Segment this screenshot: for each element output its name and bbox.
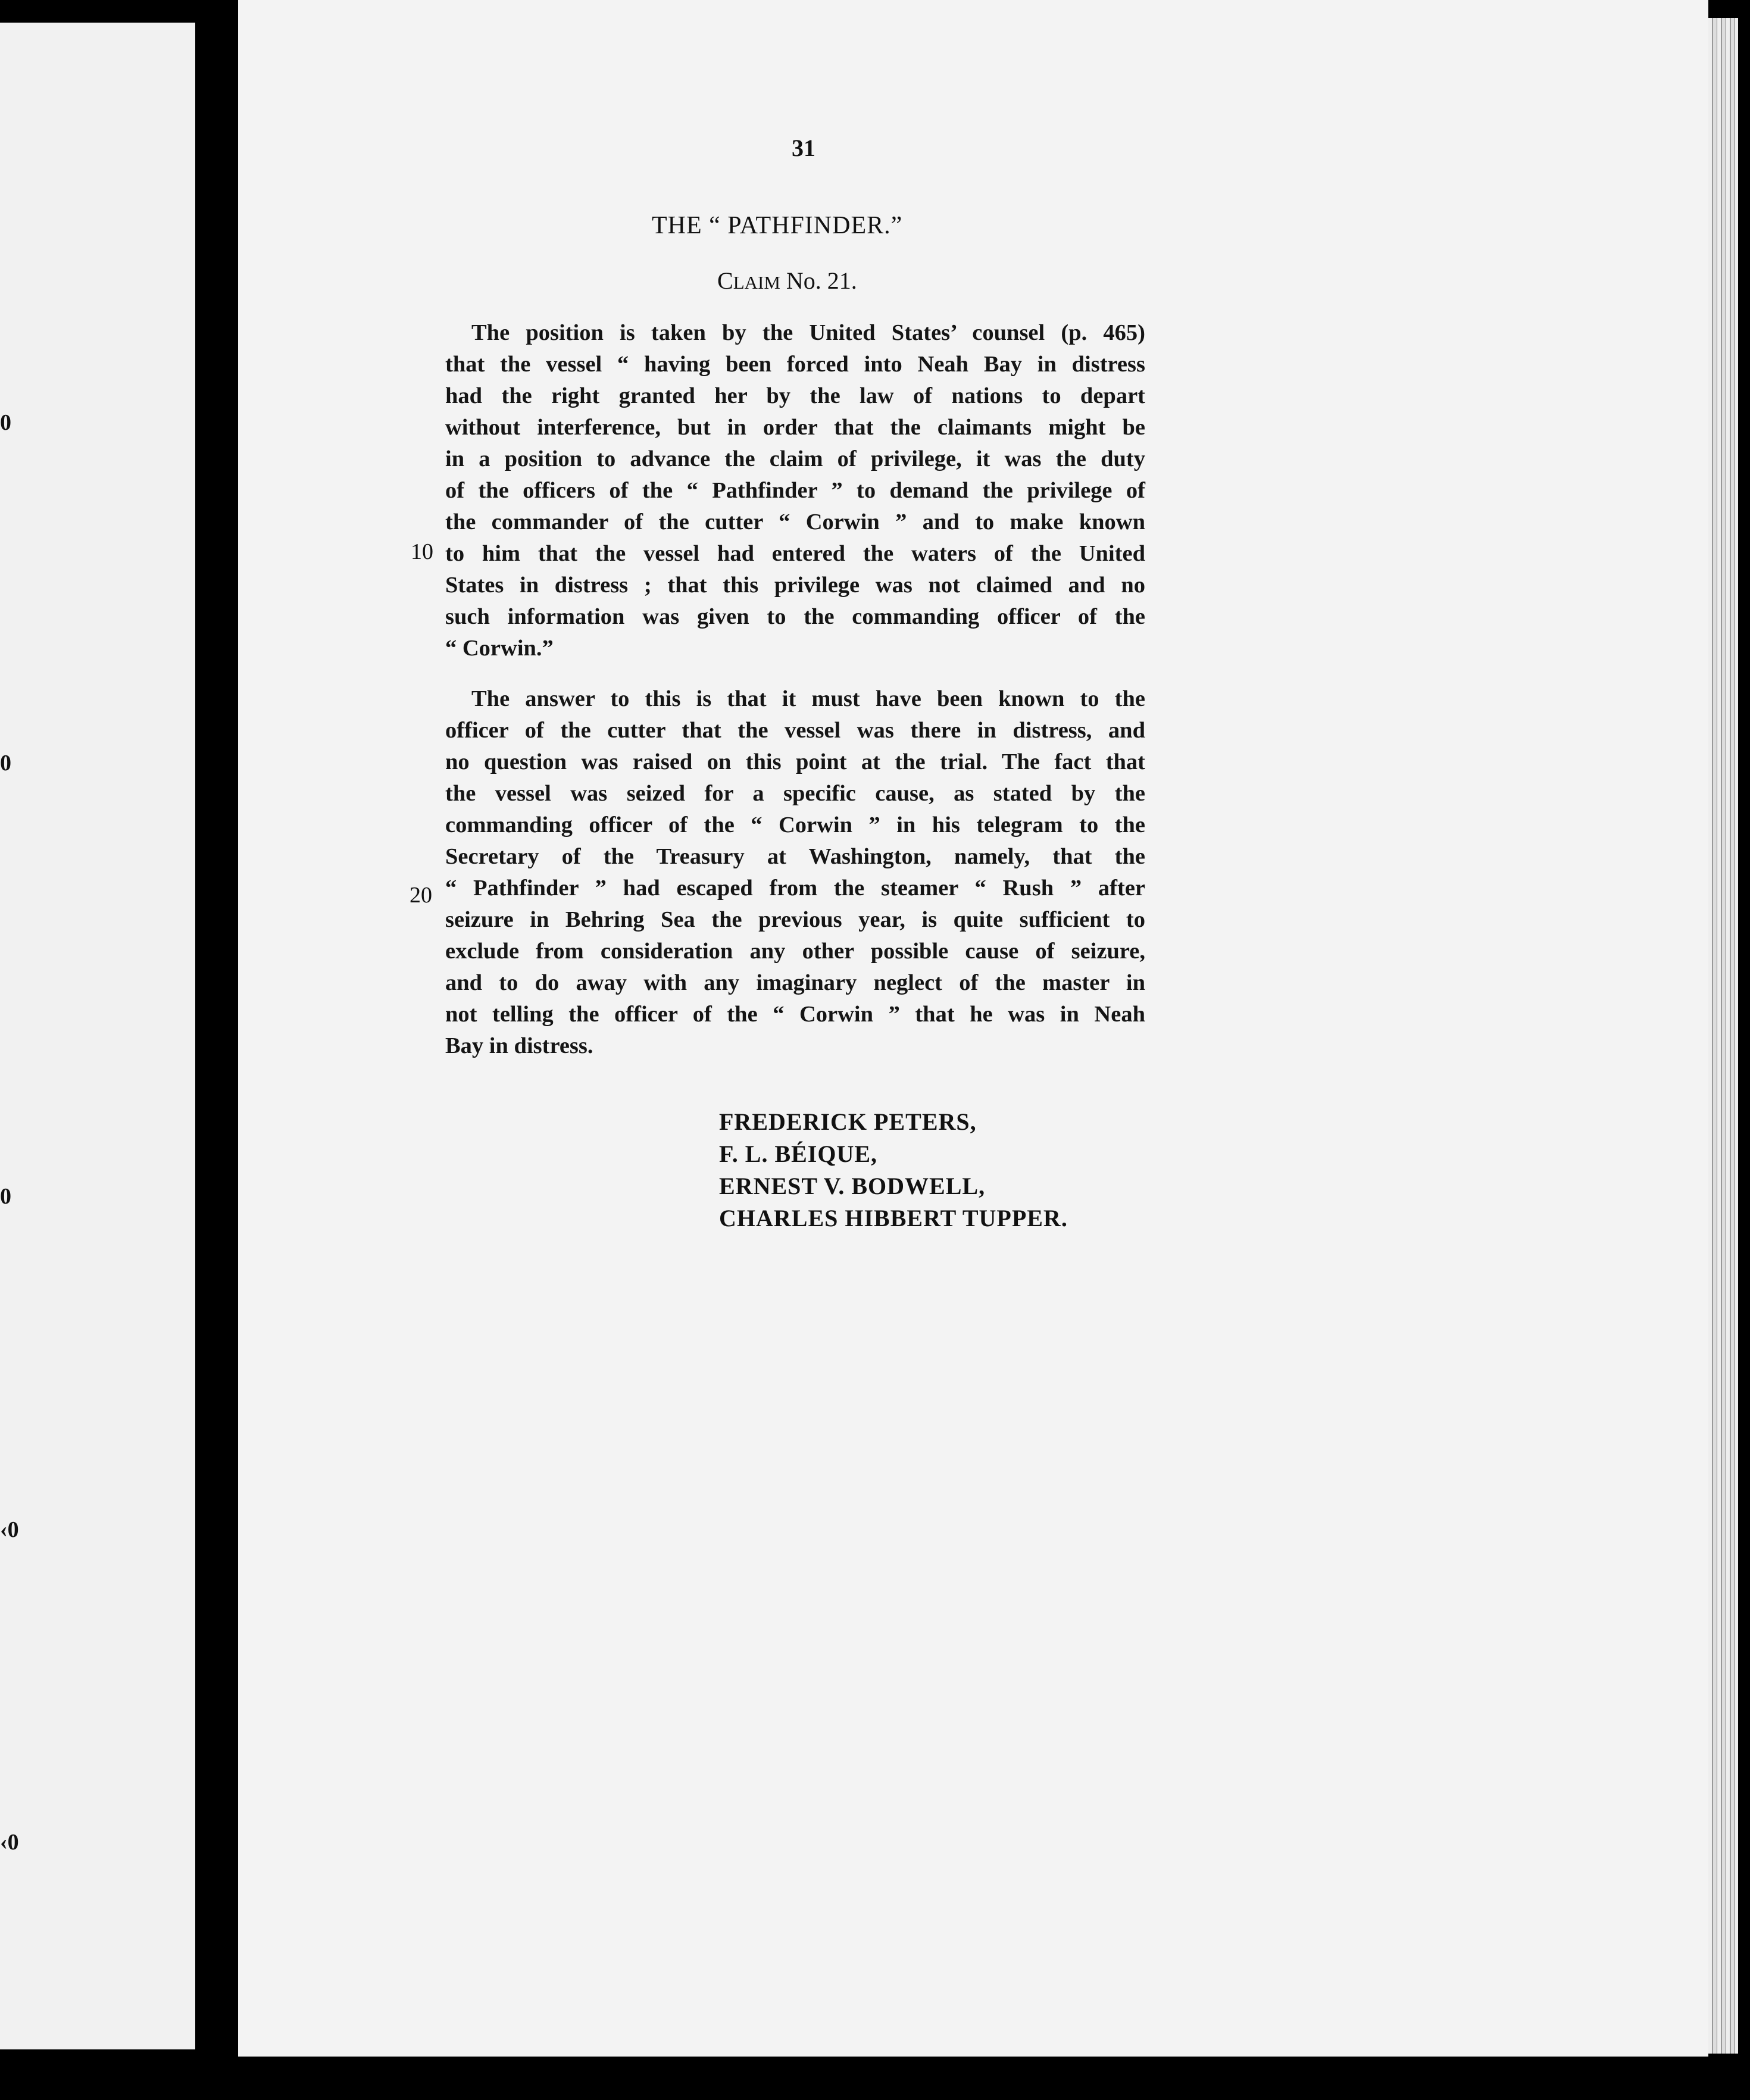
paragraph-1 — [445, 317, 1145, 664]
text-line: States in distress ; that this privilege was not claimed and no — [445, 573, 1145, 598]
left-margin-number: 0 — [0, 410, 11, 435]
text-line: “ Pathfinder ” had escaped from the steamer “ Rush ” after — [445, 876, 1145, 901]
text-line: seizure in Behring Sea the previous year, is quite sufficient to — [445, 907, 1145, 932]
signatory-name: F. L. BÉIQUE, — [719, 1140, 878, 1167]
text-line: The position is taken by the United States’ counsel (p. 465) — [471, 320, 1145, 345]
page-edge — [1708, 18, 1738, 2054]
page-number: 31 — [792, 135, 815, 161]
text-line: to him that the vessel had entered the waters of the United — [445, 541, 1145, 566]
text-line: without interference, but in order that the claimants might be — [445, 415, 1145, 440]
text-line: The answer to this is that it must have been known to the — [471, 686, 1145, 711]
text-line: that the vessel “ having been forced into Neah Bay in distress — [445, 352, 1145, 377]
line-number-margin: 20 — [410, 883, 432, 908]
left-margin-number: 0 — [0, 1184, 11, 1209]
line-number-margin: 10 — [411, 539, 433, 564]
text-line: the vessel was seized for a specific cause, as stated by the — [445, 781, 1145, 806]
signatory-name: FREDERICK PETERS, — [719, 1108, 977, 1135]
left-margin-number: ‹0 — [0, 1517, 19, 1542]
text-line: of the officers of the “ Pathfinder ” to demand the privilege of — [445, 478, 1145, 503]
text-line: commanding officer of the “ Corwin ” in his telegram to the — [445, 812, 1145, 838]
left-margin-number: 0 — [0, 751, 11, 776]
text-line: exclude from consideration any other possible cause of seizure, — [445, 939, 1145, 964]
signatory-name: ERNEST V. BODWELL, — [719, 1173, 986, 1199]
text-line: the commander of the cutter “ Corwin ” and to make known — [445, 510, 1145, 535]
text-line: had the right granted her by the law of nations to depart — [445, 383, 1145, 408]
text-line: in a position to advance the claim of privilege, it was the duty — [445, 446, 1145, 471]
text-line: officer of the cutter that the vessel was there in distress, and — [445, 718, 1145, 743]
text-line: Bay in distress. — [445, 1033, 593, 1058]
claim-number: No. 21. — [786, 267, 857, 294]
text-line: no question was raised on this point at the trial. The fact that — [445, 749, 1145, 774]
paragraph-2 — [445, 683, 1145, 1062]
left-margin-number: ‹0 — [0, 1830, 19, 1855]
claim-label: CLAIM No. 21. — [717, 267, 857, 294]
left-facing-page — [0, 23, 195, 2049]
signatory-name: CHARLES HIBBERT TUPPER. — [719, 1205, 1068, 1232]
section-title: THE “ PATHFINDER.” — [652, 212, 903, 239]
text-line: Secretary of the Treasury at Washington, namely, that the — [445, 844, 1145, 869]
signature-block — [719, 1106, 1068, 1235]
text-line: not telling the officer of the “ Corwin ” that he was in Neah — [445, 1002, 1145, 1027]
text-line: “ Corwin.” — [445, 636, 554, 661]
text-line: such information was given to the commanding officer of the — [445, 604, 1145, 629]
text-line: and to do away with any imaginary neglect of the master in — [445, 970, 1145, 995]
